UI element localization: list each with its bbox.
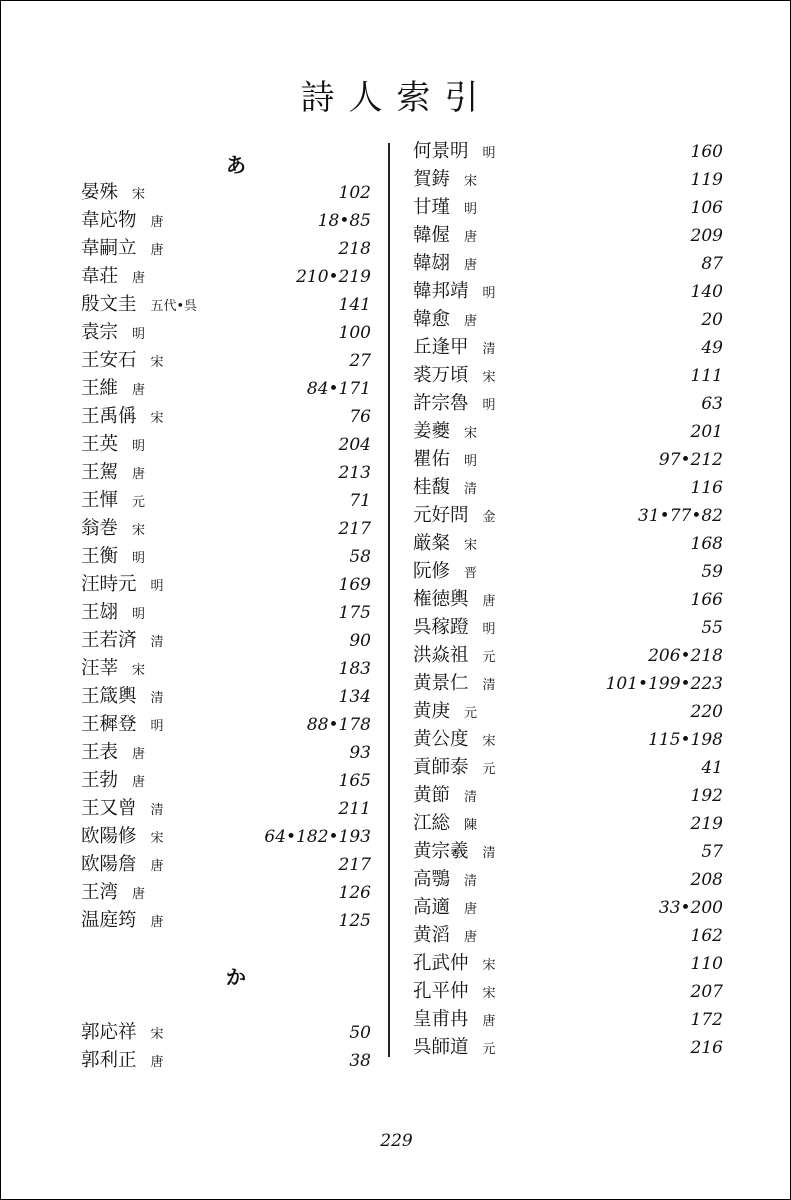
poet-name: 韓愈 xyxy=(413,309,451,330)
index-entry xyxy=(81,1047,391,1075)
dynasty-label: 元 xyxy=(482,1042,496,1057)
page-references: 71 xyxy=(349,491,371,511)
index-entry xyxy=(81,683,391,711)
dynasty-label: 五代•呉 xyxy=(150,299,198,314)
dynasty-label: 宋 xyxy=(482,370,496,385)
poet-name: 韋応物 xyxy=(81,210,137,231)
page-references: 126 xyxy=(338,883,371,903)
index-entry xyxy=(413,922,723,950)
page-references: 218 xyxy=(338,239,371,259)
poet-name: 欧陽修 xyxy=(81,826,137,847)
poet-name: 呉師道 xyxy=(413,1037,469,1058)
index-entry xyxy=(81,319,391,347)
dynasty-label: 清 xyxy=(464,790,478,805)
poet-name: 王表 xyxy=(81,742,119,763)
section-heading: か xyxy=(226,965,246,989)
poet-name: 王安石 xyxy=(81,350,137,371)
index-entry xyxy=(413,194,723,222)
poet-name: 元好問 xyxy=(413,505,469,526)
dynasty-label: 唐 xyxy=(150,859,164,874)
index-entry xyxy=(81,907,391,935)
section-spacer xyxy=(81,991,391,1019)
poet-name: 江総 xyxy=(413,813,451,834)
dynasty-label: 唐 xyxy=(150,1055,164,1070)
index-entry xyxy=(81,627,391,655)
index-entry xyxy=(413,418,723,446)
page-references: 183 xyxy=(338,659,371,679)
poet-name: 王勃 xyxy=(81,770,119,791)
poet-name: 黄節 xyxy=(413,785,451,806)
index-entry xyxy=(81,823,391,851)
dynasty-label: 宋 xyxy=(482,986,496,1001)
dynasty-label: 明 xyxy=(150,579,164,594)
poet-name: 黄公度 xyxy=(413,729,469,750)
page-references: 206•218 xyxy=(648,646,723,666)
page-references: 141 xyxy=(338,295,371,315)
poet-name: 裘万頃 xyxy=(413,365,469,386)
poet-name: 孔武仲 xyxy=(413,953,469,974)
index-entry xyxy=(81,235,391,263)
dynasty-label: 清 xyxy=(482,846,496,861)
index-entry xyxy=(413,334,723,362)
dynasty-label: 唐 xyxy=(132,383,146,398)
poet-name: 姜夔 xyxy=(413,421,451,442)
index-entry xyxy=(81,711,391,739)
poet-name: 呉稼蹬 xyxy=(413,617,469,638)
poet-name: 賀鋳 xyxy=(413,169,451,190)
dynasty-label: 金 xyxy=(482,510,496,525)
page-references: 175 xyxy=(338,603,371,623)
index-entry xyxy=(81,431,391,459)
dynasty-label: 唐 xyxy=(464,314,478,329)
index-entry xyxy=(413,362,723,390)
page-references: 49 xyxy=(701,338,723,358)
poet-name: 殷文圭 xyxy=(81,294,137,315)
index-entry xyxy=(413,614,723,642)
poet-name: 韓翃 xyxy=(413,253,451,274)
page-references: 125 xyxy=(338,911,371,931)
page-number: 229 xyxy=(380,1131,413,1151)
page-references: 210•219 xyxy=(296,267,371,287)
page-references: 209 xyxy=(690,226,723,246)
dynasty-label: 元 xyxy=(482,650,496,665)
page-references: 160 xyxy=(690,142,723,162)
poet-name: 桂馥 xyxy=(413,477,451,498)
index-entry xyxy=(413,558,723,586)
dynasty-label: 宋 xyxy=(150,355,164,370)
section-spacer xyxy=(81,935,391,963)
index-entry xyxy=(413,670,723,698)
index-entry xyxy=(413,222,723,250)
poet-name: 甘瑾 xyxy=(413,197,451,218)
dynasty-label: 宋 xyxy=(132,523,146,538)
index-entry xyxy=(413,306,723,334)
index-entry xyxy=(81,459,391,487)
index-entry xyxy=(81,851,391,879)
index-entry xyxy=(81,795,391,823)
page-references: 111 xyxy=(690,366,723,386)
poet-name: 郭利正 xyxy=(81,1050,137,1071)
dynasty-label: 明 xyxy=(482,146,496,161)
page-references: 76 xyxy=(349,407,371,427)
dynasty-label: 元 xyxy=(482,762,496,777)
dynasty-label: 唐 xyxy=(150,915,164,930)
index-entry xyxy=(81,347,391,375)
index-entry xyxy=(81,1019,391,1047)
page-references: 134 xyxy=(338,687,371,707)
poet-name: 晏殊 xyxy=(81,182,119,203)
index-entry xyxy=(413,754,723,782)
index-entry xyxy=(81,487,391,515)
dynasty-label: 宋 xyxy=(132,187,146,202)
poet-name: 瞿佑 xyxy=(413,449,451,470)
page-references: 211 xyxy=(338,799,371,819)
dynasty-label: 宋 xyxy=(482,958,496,973)
poet-name: 韋嗣立 xyxy=(81,238,137,259)
dynasty-label: 明 xyxy=(132,607,146,622)
page-references: 220 xyxy=(690,702,723,722)
poet-name: 王禹偁 xyxy=(81,406,137,427)
index-entry xyxy=(413,278,723,306)
index-entry xyxy=(81,375,391,403)
dynasty-label: 唐 xyxy=(132,271,146,286)
page-references: 208 xyxy=(690,870,723,890)
poet-name: 韋荘 xyxy=(81,266,119,287)
dynasty-label: 宋 xyxy=(132,663,146,678)
index-entry xyxy=(81,207,391,235)
index-entry xyxy=(81,543,391,571)
poet-name: 袁宗 xyxy=(81,322,119,343)
page-references: 55 xyxy=(701,618,723,638)
poet-name: 黄景仁 xyxy=(413,673,469,694)
dynasty-label: 宋 xyxy=(150,1027,164,1042)
index-column-left xyxy=(81,151,391,1075)
dynasty-label: 陳 xyxy=(464,818,478,833)
page-references: 217 xyxy=(338,519,371,539)
poet-name: 貢師泰 xyxy=(413,757,469,778)
page-references: 115•198 xyxy=(648,730,723,750)
page-references: 207 xyxy=(690,982,723,1002)
dynasty-label: 晋 xyxy=(464,566,478,581)
poet-name: 王若済 xyxy=(81,630,137,651)
index-entry xyxy=(413,502,723,530)
page-references: 116 xyxy=(690,478,723,498)
index-entry xyxy=(413,810,723,838)
poet-name: 高適 xyxy=(413,897,451,918)
page-references: 102 xyxy=(338,183,371,203)
poet-name: 韓邦靖 xyxy=(413,281,469,302)
index-entry xyxy=(413,838,723,866)
poet-name: 阮修 xyxy=(413,561,451,582)
page-references: 119 xyxy=(690,170,723,190)
page-references: 59 xyxy=(701,562,723,582)
poet-name: 翁巻 xyxy=(81,518,119,539)
dynasty-label: 明 xyxy=(482,398,496,413)
index-entry xyxy=(413,978,723,1006)
index-entry xyxy=(413,950,723,978)
page-references: 166 xyxy=(690,590,723,610)
dynasty-label: 清 xyxy=(150,635,164,650)
index-entry xyxy=(413,1006,723,1034)
index-entry xyxy=(413,894,723,922)
index-column-right xyxy=(413,138,723,1062)
index-entry xyxy=(413,446,723,474)
dynasty-label: 宋 xyxy=(464,174,478,189)
dynasty-label: 明 xyxy=(464,202,478,217)
poet-name: 何景明 xyxy=(413,141,469,162)
page-references: 87 xyxy=(701,254,723,274)
dynasty-label: 唐 xyxy=(464,230,478,245)
index-entry xyxy=(81,515,391,543)
page-references: 162 xyxy=(690,926,723,946)
page-references: 192 xyxy=(690,786,723,806)
dynasty-label: 清 xyxy=(150,803,164,818)
page-references: 110 xyxy=(690,954,723,974)
section-heading: あ xyxy=(226,153,246,177)
index-entry xyxy=(81,263,391,291)
dynasty-label: 唐 xyxy=(132,747,146,762)
page-references: 172 xyxy=(690,1010,723,1030)
page-references: 50 xyxy=(349,1023,371,1043)
poet-name: 権徳輿 xyxy=(413,589,469,610)
page-references: 90 xyxy=(349,631,371,651)
dynasty-label: 宋 xyxy=(482,734,496,749)
page-references: 216 xyxy=(690,1038,723,1058)
poet-name: 王衡 xyxy=(81,546,119,567)
dynasty-label: 唐 xyxy=(132,887,146,902)
poet-name: 黄宗羲 xyxy=(413,841,469,862)
page-references: 27 xyxy=(349,351,371,371)
poet-name: 孔平仲 xyxy=(413,981,469,1002)
page-references: 100 xyxy=(338,323,371,343)
index-entry xyxy=(413,642,723,670)
dynasty-label: 清 xyxy=(482,678,496,693)
poet-name: 許宗魯 xyxy=(413,393,469,414)
poet-name: 汪莘 xyxy=(81,658,119,679)
dynasty-label: 宋 xyxy=(150,831,164,846)
dynasty-label: 清 xyxy=(150,691,164,706)
poet-name: 王箴輿 xyxy=(81,686,137,707)
page-references: 106 xyxy=(690,198,723,218)
dynasty-label: 清 xyxy=(464,482,478,497)
dynasty-label: 明 xyxy=(482,286,496,301)
page-references: 88•178 xyxy=(306,715,371,735)
dynasty-label: 唐 xyxy=(464,258,478,273)
page-references: 168 xyxy=(690,534,723,554)
page-references: 219 xyxy=(690,814,723,834)
poet-name: 王英 xyxy=(81,434,119,455)
page-references: 57 xyxy=(701,842,723,862)
dynasty-label: 清 xyxy=(464,874,478,889)
dynasty-label: 明 xyxy=(132,327,146,342)
page-references: 38 xyxy=(349,1051,371,1071)
dynasty-label: 明 xyxy=(464,454,478,469)
page-references: 204 xyxy=(338,435,371,455)
poet-name: 王駕 xyxy=(81,462,119,483)
page-references: 18•85 xyxy=(317,211,371,231)
poet-name: 王惲 xyxy=(81,490,119,511)
dynasty-label: 明 xyxy=(482,622,496,637)
poet-name: 韓偓 xyxy=(413,225,451,246)
poet-name: 黄滔 xyxy=(413,925,451,946)
poet-name: 温庭筠 xyxy=(81,910,137,931)
poet-name: 汪時元 xyxy=(81,574,137,595)
index-entry xyxy=(81,179,391,207)
index-entry xyxy=(413,726,723,754)
index-entry xyxy=(413,1034,723,1062)
dynasty-label: 唐 xyxy=(150,243,164,258)
poet-name: 洪焱祖 xyxy=(413,645,469,666)
page-title: 詩人索引 xyxy=(300,78,493,118)
dynasty-label: 唐 xyxy=(464,930,478,945)
index-entry xyxy=(81,739,391,767)
dynasty-label: 唐 xyxy=(482,1014,496,1029)
poet-name: 郭応祥 xyxy=(81,1022,137,1043)
page-references: 20 xyxy=(701,310,723,330)
poet-name: 欧陽詹 xyxy=(81,854,137,875)
page-references: 63 xyxy=(701,394,723,414)
poet-name: 王湾 xyxy=(81,882,119,903)
page-references: 58 xyxy=(349,547,371,567)
index-entry xyxy=(81,599,391,627)
page-references: 201 xyxy=(690,422,723,442)
index-entry xyxy=(81,879,391,907)
dynasty-label: 清 xyxy=(482,342,496,357)
poet-name: 王維 xyxy=(81,378,119,399)
index-entry xyxy=(413,782,723,810)
page-references: 213 xyxy=(338,463,371,483)
index-entry xyxy=(413,866,723,894)
page-references: 33•200 xyxy=(658,898,723,918)
page-references: 31•77•82 xyxy=(638,506,723,526)
index-entry xyxy=(413,586,723,614)
index-entry xyxy=(413,474,723,502)
poet-name: 王翃 xyxy=(81,602,119,623)
index-entry xyxy=(413,138,723,166)
dynasty-label: 明 xyxy=(150,719,164,734)
page-references: 169 xyxy=(338,575,371,595)
page-references: 165 xyxy=(338,771,371,791)
page-references: 101•199•223 xyxy=(605,674,723,694)
index-entry xyxy=(413,530,723,558)
poet-name: 皇甫冉 xyxy=(413,1009,469,1030)
index-entry xyxy=(81,655,391,683)
page-references: 97•212 xyxy=(658,450,723,470)
dynasty-label: 明 xyxy=(132,439,146,454)
poet-name: 厳粲 xyxy=(413,533,451,554)
poet-name: 高鶚 xyxy=(413,869,451,890)
page-references: 93 xyxy=(349,743,371,763)
column-divider xyxy=(388,143,390,1057)
dynasty-label: 唐 xyxy=(464,902,478,917)
index-entry xyxy=(81,767,391,795)
dynasty-label: 宋 xyxy=(464,538,478,553)
page-references: 64•182•193 xyxy=(264,827,371,847)
poet-name: 丘逢甲 xyxy=(413,337,469,358)
index-entry xyxy=(413,698,723,726)
dynasty-label: 宋 xyxy=(150,411,164,426)
index-entry xyxy=(81,571,391,599)
page-references: 140 xyxy=(690,282,723,302)
index-entry xyxy=(413,390,723,418)
dynasty-label: 元 xyxy=(132,495,146,510)
page-references: 84•171 xyxy=(306,379,371,399)
index-entry xyxy=(81,291,391,319)
dynasty-label: 唐 xyxy=(132,467,146,482)
index-entry xyxy=(413,166,723,194)
dynasty-label: 唐 xyxy=(482,594,496,609)
dynasty-label: 宋 xyxy=(464,426,478,441)
dynasty-label: 元 xyxy=(464,706,478,721)
dynasty-label: 唐 xyxy=(150,215,164,230)
poet-name: 王又曾 xyxy=(81,798,137,819)
page-references: 41 xyxy=(701,758,723,778)
poet-name: 黄庚 xyxy=(413,701,451,722)
dynasty-label: 明 xyxy=(132,551,146,566)
page-references: 217 xyxy=(338,855,371,875)
poet-name: 王穉登 xyxy=(81,714,137,735)
dynasty-label: 唐 xyxy=(132,775,146,790)
index-entry xyxy=(81,403,391,431)
index-entry xyxy=(413,250,723,278)
